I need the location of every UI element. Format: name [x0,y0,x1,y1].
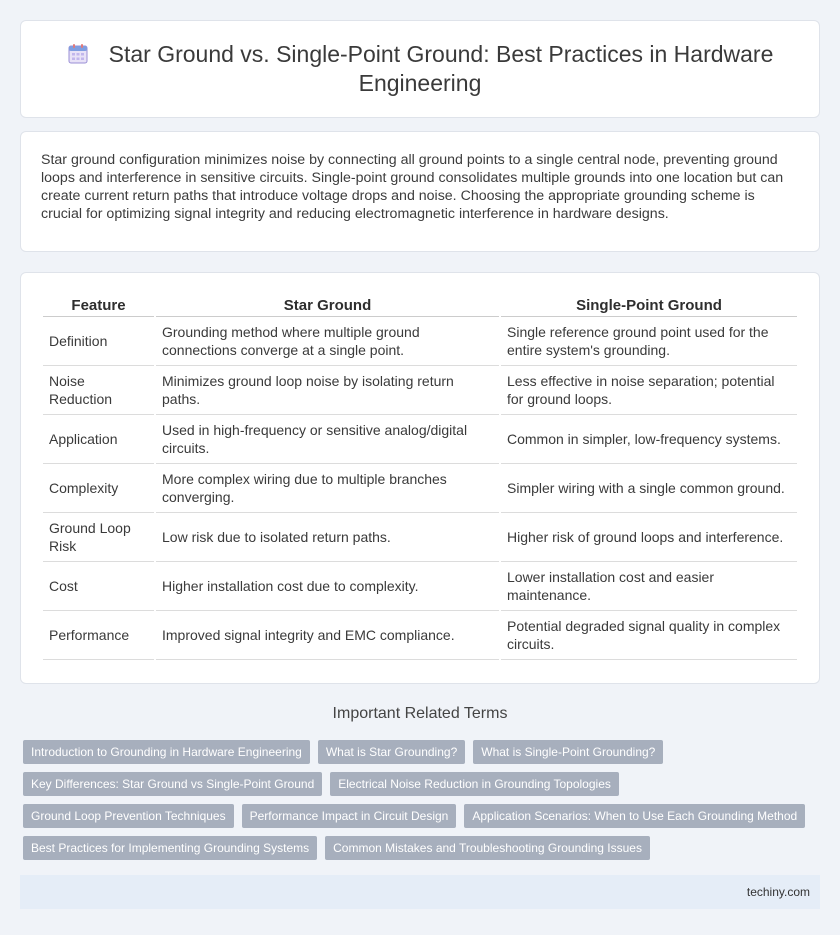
star-ground-cell: Higher installation cost due to complexity. [156,562,499,611]
related-term-tag[interactable]: Performance Impact in Circuit Design [242,804,457,828]
column-header-single-point-ground: Single-Point Ground [501,295,797,317]
comparison-table [41,295,799,660]
table-row [43,317,797,366]
table-header-row [43,295,797,317]
single-point-ground-cell: Single reference ground point used for the entire system's grounding. [501,317,797,366]
related-term-tag[interactable]: Best Practices for Implementing Grounding Systems [23,836,317,860]
related-term-tag[interactable]: Key Differences: Star Ground vs Single-Point Ground [23,772,322,796]
table-row [43,562,797,611]
related-term-tag[interactable]: What is Star Grounding? [318,740,465,764]
feature-cell: Performance [43,611,154,660]
page-title [61,40,779,98]
related-term-tag[interactable]: Introduction to Grounding in Hardware Engineering [23,740,310,764]
footer [20,875,820,909]
column-header-star-ground: Star Ground [156,295,499,317]
feature-cell: Definition [43,317,154,366]
related-term-tag[interactable]: Application Scenarios: When to Use Each Grounding Method [464,804,805,828]
star-ground-cell: More complex wiring due to multiple branches converging. [156,464,499,513]
related-terms-title: Important Related Terms [332,705,508,722]
table-row [43,464,797,513]
feature-cell: Application [43,415,154,464]
star-ground-cell: Used in high-frequency or sensitive analog/digital circuits. [156,415,499,464]
related-term-tag[interactable]: Common Mistakes and Troubleshooting Grounding Issues [325,836,650,860]
table-body [43,317,797,660]
comparison-table-card [20,272,820,684]
single-point-ground-cell: Less effective in noise separation; potential for ground loops. [501,366,797,415]
column-header-feature: Feature [43,295,154,317]
single-point-ground-cell: Simpler wiring with a single common ground. [501,464,797,513]
single-point-ground-cell: Higher risk of ground loops and interference. [501,513,797,562]
single-point-ground-cell: Lower installation cost and easier maintenance. [501,562,797,611]
table-row [43,366,797,415]
related-term-tag[interactable]: Electrical Noise Reduction in Grounding Topologies [330,772,619,796]
related-term-tag[interactable]: Ground Loop Prevention Techniques [23,804,234,828]
table-row [43,611,797,660]
header-card [20,20,820,118]
table-row [43,415,797,464]
intro-paragraph: Star ground configuration minimizes noise by connecting all ground points to a single central node, preventing ground loops and interference in sensitive circuits. Single-point ground consolidates multiple grounds into one location but can create current return paths that introduce voltage drops and noise. Choosing the appropriate grounding scheme is crucial for optimizing signal integrity and reducing electromagnetic interference in hardware designs. [41,152,784,222]
feature-cell: Cost [43,562,154,611]
header-inner [61,40,779,98]
single-point-ground-cell: Common in simpler, low-frequency systems. [501,415,797,464]
single-point-ground-cell: Potential degraded signal quality in complex circuits. [501,611,797,660]
calendar-icon [67,43,89,65]
footer-site-name: techiny.com [746,885,810,899]
related-terms-list [23,740,820,860]
feature-cell: Noise Reduction [43,366,154,415]
page-title-text: Star Ground vs. Single-Point Ground: Best Practices in Hardware Engineering [108,41,774,96]
related-term-tag[interactable]: What is Single-Point Grounding? [473,740,663,764]
star-ground-cell: Improved signal integrity and EMC compliance. [156,611,499,660]
feature-cell: Ground Loop Risk [43,513,154,562]
star-ground-cell: Low risk due to isolated return paths. [156,513,499,562]
star-ground-cell: Minimizes ground loop noise by isolating return paths. [156,366,499,415]
table-row [43,513,797,562]
star-ground-cell: Grounding method where multiple ground connections converge at a single point. [156,317,499,366]
feature-cell: Complexity [43,464,154,513]
intro-card [20,131,820,252]
